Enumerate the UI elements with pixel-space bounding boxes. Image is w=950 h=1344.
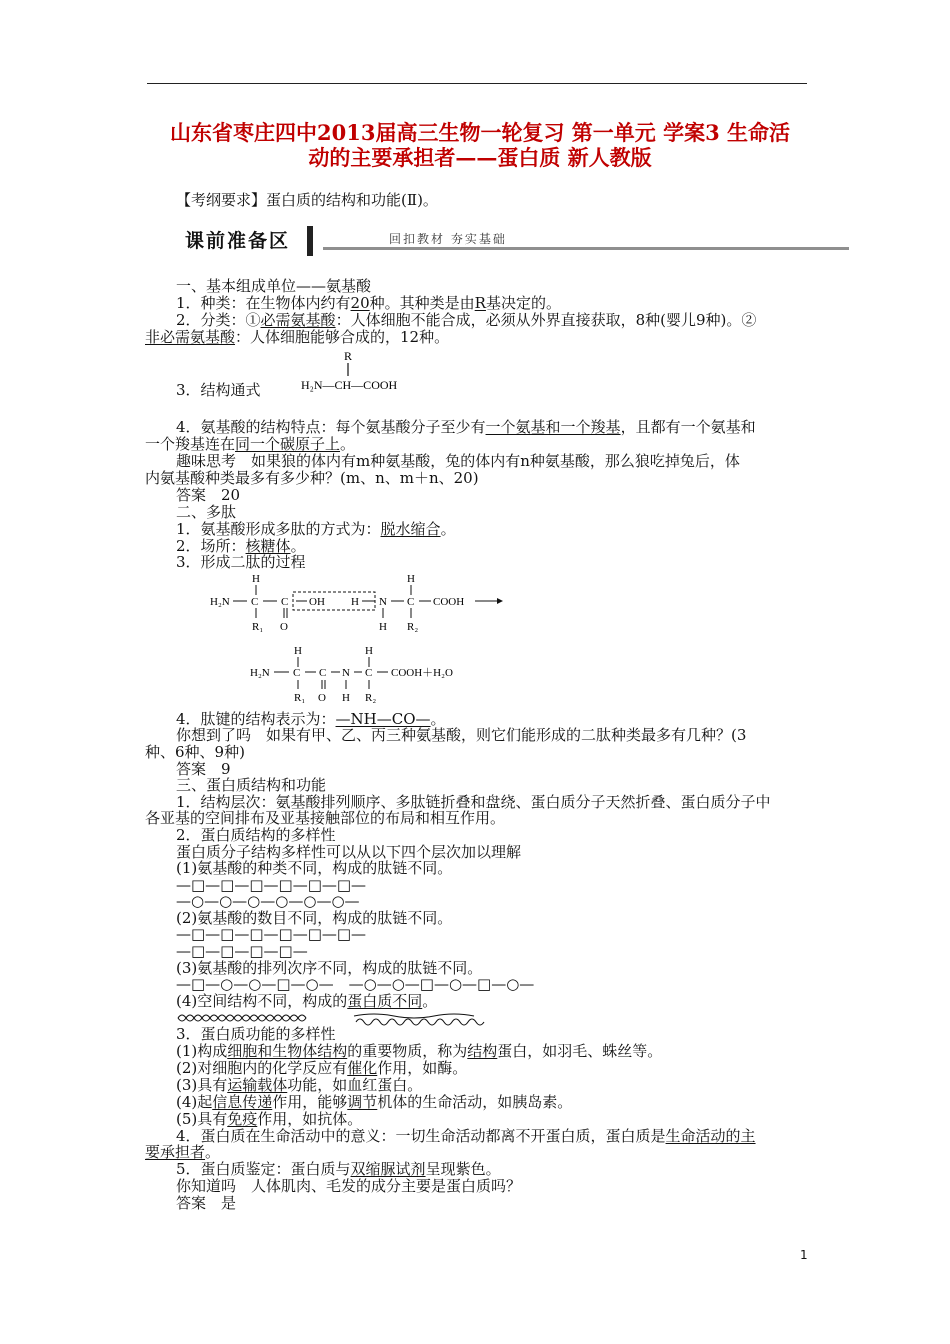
sec3-p2: 2．蛋白质结构的多样性 — [176, 826, 336, 844]
sec3-p4-cont: 要承担者。 — [145, 1143, 221, 1161]
svg-text:COOH: COOH — [433, 596, 465, 608]
sec2-p1: 1．氨基酸形成多肽的方式为：脱水缩合。 — [176, 520, 456, 538]
requirement-tag: 【考纲要求】 — [176, 191, 267, 209]
sec3-l1: (1)氨基酸的种类不同，构成的肽链不同。 — [176, 859, 453, 877]
svg-text:C: C — [293, 667, 301, 679]
requirement-line — [176, 192, 438, 209]
title-line-1: 山东省枣庄四中2013届高三生物一轮复习 第一单元 学案3 生命活 — [170, 120, 790, 145]
sec2-p3: 3．形成二肽的过程 — [176, 553, 306, 571]
sec3-know: 你知道吗 人体肌肉、毛发的成分主要是蛋白质吗？ — [176, 1177, 522, 1195]
func-2: (2)对细胞内的化学反应有催化作用，如酶。 — [176, 1059, 468, 1077]
requirement-text: 蛋白质的结构和功能(Ⅱ)。 — [266, 191, 438, 209]
sec2-question-2: 种、6种、9种) — [145, 743, 245, 761]
title-line-2: 动的主要承担者——蛋白质 新人教版 — [308, 145, 652, 170]
sec3-p2-intro: 蛋白质分子结构多样性可以从以下四个层次加以理解 — [176, 843, 522, 861]
sec2-p2: 2．场所：核糖体。 — [176, 537, 306, 555]
svg-text:C: C — [281, 596, 289, 608]
svg-text:N: N — [379, 596, 387, 608]
amino-acid-formula — [295, 346, 435, 401]
func-4: (4)起信息传递作用，能够调节机体的生命活动，如胰岛素。 — [176, 1093, 573, 1111]
svg-text:O: O — [280, 621, 288, 633]
chain-1b: —○—○—○—○—○—○— — [176, 892, 360, 910]
sec2-answer: 答案 9 — [176, 760, 231, 778]
sec3-answer: 答案 是 — [176, 1194, 237, 1212]
svg-text:N: N — [342, 667, 350, 679]
svg-text:R₁: R₁ — [252, 621, 264, 633]
svg-text:C: C — [319, 667, 327, 679]
coiled-chain — [356, 1019, 484, 1025]
svg-text:H: H — [365, 645, 373, 657]
svg-text:C: C — [407, 596, 415, 608]
banner-subtitle: 回扣教材 夯实基础 — [389, 232, 507, 246]
chain-3: —□—○—○—□—○— —○—○—□—○—□—○— — [176, 975, 535, 993]
chain-1a: —□—□—□—□—□—□— — [176, 876, 367, 894]
dipeptide-reaction — [205, 568, 515, 708]
sec1-p3: 3．结构通式 — [176, 381, 261, 399]
sec3-p3: 3．蛋白质功能的多样性 — [176, 1025, 336, 1043]
chain-2b: —□—□—□—□— — [176, 942, 308, 960]
svg-text:H₂N: H₂N — [210, 596, 230, 608]
func-5: (5)具有免疫作用，如抗体。 — [176, 1110, 363, 1128]
section-banner — [177, 226, 849, 256]
chain-2a: —□—□—□—□—□—□— — [176, 925, 367, 943]
sec1-p2-cont: 非必需氨基酸：人体细胞能够合成的，12种。 — [145, 328, 450, 346]
func-1: (1)构成细胞和生物体结构的重要物质，称为结构蛋白，如羽毛、蛛丝等。 — [176, 1042, 663, 1060]
svg-text:H: H — [379, 621, 387, 633]
svg-text:H: H — [294, 645, 302, 657]
sec1-think-2: 内氨基酸种类最多有多少种？(m、n、m＋n、20) — [145, 469, 479, 487]
svg-text:O: O — [318, 692, 326, 704]
sec3-p1b: 各亚基的空间排布及亚基接触部位的布局和相互作用。 — [145, 809, 506, 827]
sec1-p4: 4．氨基酸的结构特点：每个氨基酸分子至少有一个氨基和一个羧基，且都有一个氨基和 — [176, 418, 756, 436]
sec3-p1a: 1．结构层次：氨基酸排列顺序、多肽链折叠和盘绕、蛋白质分子天然折叠、蛋白质分子中 — [176, 793, 771, 811]
sec2-question-1: 你想到了吗 如果有甲、乙、丙三种氨基酸，则它们能形成的二肽种类最多有几种？(3 — [176, 726, 747, 744]
sec3-p5: 5．蛋白质鉴定：蛋白质与双缩脲试剂呈现紫色。 — [176, 1160, 501, 1178]
banner-rule — [323, 247, 849, 250]
sec1-p4-cont: 一个羧基连在同一个碳原子上。 — [145, 435, 356, 453]
svg-text:H: H — [342, 692, 350, 704]
sec3-l2: (2)氨基酸的数目不同，构成的肽链不同。 — [176, 909, 453, 927]
formula-main: H₂N—CH—COOH — [301, 378, 398, 392]
sec1-answer: 答案 20 — [176, 486, 241, 504]
document-title — [140, 120, 820, 170]
sec1-p1: 1．种类：在生物体内约有20种。其种类是由R基决定的。 — [176, 294, 561, 312]
sec2-heading: 二、多肽 — [176, 503, 237, 521]
banner-title: 课前准备区 — [177, 226, 313, 256]
sec1-heading: 一、基本组成单位——氨基酸 — [176, 277, 372, 295]
formula-r-group: R — [344, 349, 353, 363]
svg-text:H: H — [252, 573, 260, 585]
svg-text:R₂: R₂ — [365, 692, 377, 704]
svg-text:R₁: R₁ — [294, 692, 306, 704]
svg-text:H: H — [351, 596, 359, 608]
sec3-heading: 三、蛋白质结构和功能 — [176, 776, 327, 794]
sec2-p4: 4．肽键的结构表示为：—NH—CO—。 — [176, 710, 446, 728]
sec1-think-1: 趣味思考 如果狼的体内有m种氨基酸，兔的体内有n种氨基酸，那么狼吃掉兔后，体 — [176, 452, 740, 470]
svg-text:COOH＋H₂O: COOH＋H₂O — [391, 667, 453, 679]
svg-text:H: H — [407, 573, 415, 585]
svg-text:C: C — [251, 596, 259, 608]
svg-text:R₂: R₂ — [407, 621, 419, 633]
svg-text:H₂N: H₂N — [250, 667, 270, 679]
svg-text:C: C — [365, 667, 373, 679]
header-rule — [147, 83, 807, 84]
sec3-l4: (4)空间结构不同，构成的蛋白质不同。 — [176, 992, 438, 1010]
sec3-p4: 4．蛋白质在生命活动中的意义：一切生命活动都离不开蛋白质，蛋白质是生命活动的主 — [176, 1127, 756, 1145]
sec3-l3: (3)氨基酸的排列次序不同，构成的肽链不同。 — [176, 959, 483, 977]
page-number: 1 — [800, 1248, 808, 1262]
func-3: (3)具有运输载体功能，如血红蛋白。 — [176, 1076, 423, 1094]
svg-text:OH: OH — [309, 596, 325, 608]
sec1-p2: 2．分类：①必需氨基酸：人体细胞不能合成，必须从外界直接获取，8种(婴儿9种)。② — [176, 311, 757, 329]
